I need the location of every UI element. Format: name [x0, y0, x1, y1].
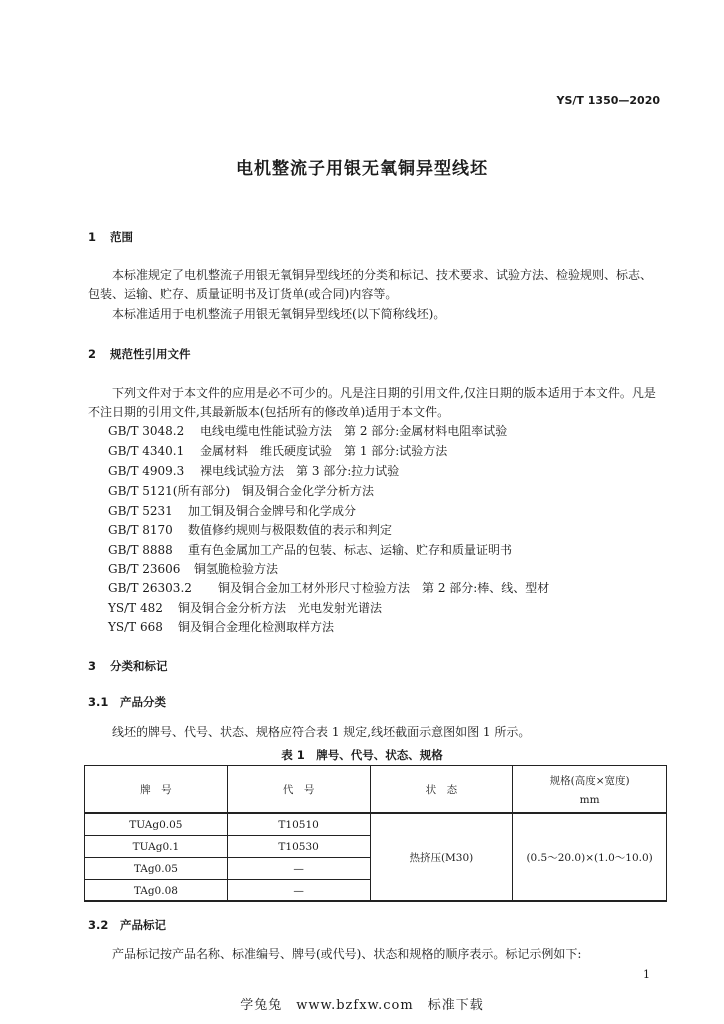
cell-grade: TUAg0.1 [85, 836, 228, 858]
subsection-3-1-paragraph: 线坯的牌号、代号、状态、规格应符合表 1 规定,线坯截面示意图如图 1 所示。 [112, 725, 531, 739]
cell-code: — [227, 880, 370, 902]
reference-code: GB/T 3048.2 [108, 424, 185, 438]
section-2-heading [88, 346, 191, 362]
cell-grade: TAg0.05 [85, 858, 228, 880]
section-1-paragraph-2: 本标准适用于电机整流子用银无氧铜异型线坯(以下简称线坯)。 [112, 307, 446, 321]
header-spec-unit: mm [579, 793, 600, 806]
page-number: 1 [643, 968, 650, 981]
reference-title: 电线电缆电性能试验方法 第 2 部分:金属材料电阻率试验 [200, 424, 508, 438]
cell-spec: (0.5～20.0)×(1.0～10.0) [513, 813, 667, 902]
standard-code: YS/T 1350—2020 [556, 94, 660, 107]
table-row [85, 813, 667, 836]
reference-title: 加工铜及铜合金牌号和化学成分 [188, 504, 357, 518]
cell-grade: TAg0.08 [85, 880, 228, 902]
reference-title: 数值修约规则与极限数值的表示和判定 [188, 523, 393, 537]
reference-title: 铜及铜合金化学分析方法 [242, 484, 375, 498]
reference-code: YS/T 482 [108, 601, 163, 615]
reference-code: GB/T 26303.2 [108, 581, 192, 595]
section-title: 范围 [110, 230, 133, 244]
reference-item [108, 462, 399, 479]
subsection-3-2-heading [88, 917, 166, 933]
reference-title: 金属材料 维氏硬度试验 第 1 部分:试验方法 [200, 444, 448, 458]
reference-title: 重有色金属加工产品的包装、标志、运输、贮存和质量证明书 [188, 543, 513, 557]
cell-code: T10530 [227, 836, 370, 858]
reference-item [108, 541, 512, 558]
reference-title: 裸电线试验方法 第 3 部分:拉力试验 [200, 464, 400, 478]
section-2-paragraph-1: 下列文件对于本文件的应用是必不可少的。凡是注日期的引用文件,仅注日期的版本适用于本文件。凡是不注日期的引用文件,其最新版本(包括所有的修改单)适用于本文件。 [88, 386, 656, 419]
reference-item [108, 422, 507, 439]
section-title: 规范性引用文件 [110, 347, 191, 361]
header-state: 状 态 [370, 766, 513, 814]
footer-watermark: 学兔兔 www.bzfxw.com 标准下载 [240, 998, 484, 1013]
section-number: 3 [88, 659, 97, 673]
reference-code: YS/T 668 [108, 620, 163, 634]
reference-item [108, 502, 356, 519]
section-1-heading [88, 229, 133, 245]
reference-title: 铜氢脆检验方法 [194, 562, 279, 576]
section-title: 产品标记 [120, 918, 166, 932]
reference-item [108, 599, 382, 616]
header-spec [513, 766, 667, 814]
cell-code: — [227, 858, 370, 880]
reference-title: 铜及铜合金理化检测取样方法 [178, 620, 335, 634]
cell-code: T10510 [227, 813, 370, 836]
section-number: 3.2 [88, 918, 109, 932]
reference-item [108, 618, 334, 635]
reference-item [108, 442, 447, 459]
section-number: 2 [88, 347, 97, 361]
grade-table [84, 765, 667, 902]
header-grade: 牌 号 [85, 766, 228, 814]
reference-code: GB/T 4909.3 [108, 464, 185, 478]
table-caption: 表 1 牌号、代号、状态、规格 [281, 748, 443, 762]
cell-grade: TUAg0.05 [85, 813, 228, 836]
reference-code: GB/T 4340.1 [108, 444, 185, 458]
reference-item [108, 482, 374, 499]
reference-item [108, 560, 278, 577]
subsection-3-1-heading [88, 694, 166, 710]
header-spec-label: 规格(高度×宽度) [549, 774, 630, 787]
section-number: 3.1 [88, 695, 109, 709]
cell-state: 热挤压(M30) [370, 813, 513, 902]
reference-code: GB/T 5121(所有部分) [108, 484, 231, 498]
reference-item [108, 521, 392, 538]
section-3-heading [88, 658, 168, 674]
reference-title: 铜及铜合金加工材外形尺寸检验方法 第 2 部分:棒、线、型材 [218, 581, 550, 595]
section-number: 1 [88, 230, 97, 244]
section-1-paragraph-1: 本标准规定了电机整流子用银无氧铜异型线坯的分类和标记、技术要求、试验方法、检验规则、标志、包装、运输、贮存、质量证明书及订货单(或合同)内容等。 [88, 268, 653, 301]
reference-item [108, 579, 549, 596]
header-code: 代 号 [227, 766, 370, 814]
section-title: 分类和标记 [110, 659, 168, 673]
document-title: 电机整流子用银无氧铜异型线坯 [236, 159, 488, 179]
reference-title: 铜及铜合金分析方法 光电发射光谱法 [178, 601, 383, 615]
section-title: 产品分类 [120, 695, 166, 709]
reference-code: GB/T 23606 [108, 562, 181, 576]
reference-code: GB/T 5231 [108, 504, 173, 518]
subsection-3-2-paragraph: 产品标记按产品名称、标准编号、牌号(或代号)、状态和规格的顺序表示。标记示例如下: [112, 947, 582, 961]
reference-code: GB/T 8888 [108, 543, 173, 557]
reference-code: GB/T 8170 [108, 523, 173, 537]
